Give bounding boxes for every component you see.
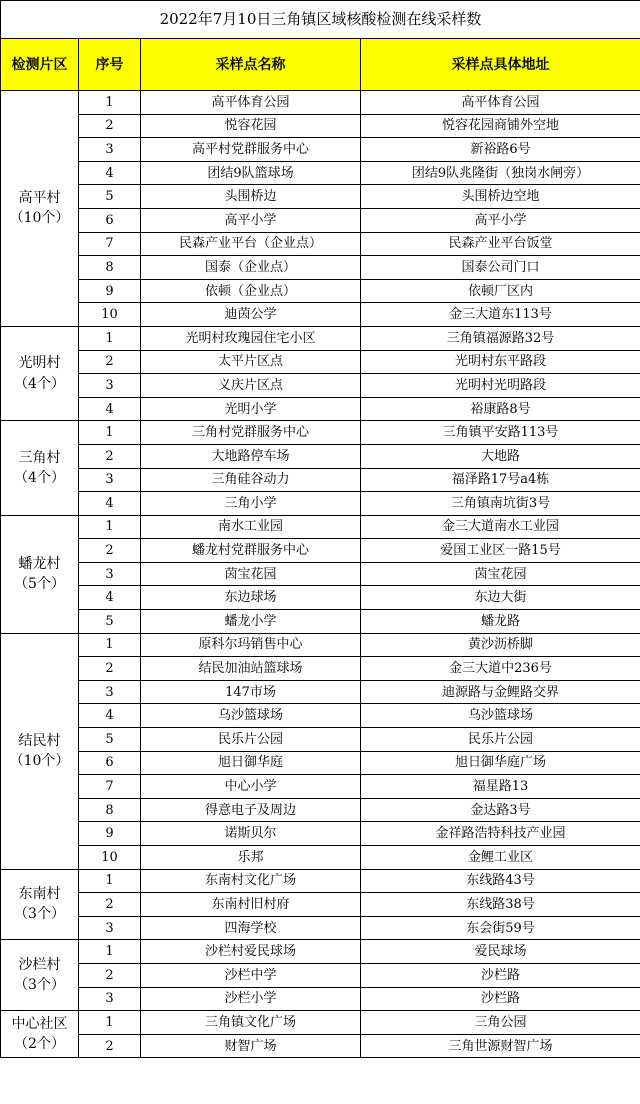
village-name: 高平村 — [18, 190, 61, 207]
table-row — [1, 114, 640, 138]
site-address: 东会街59号 — [361, 916, 640, 940]
table-row — [1, 846, 640, 870]
site-address: 乌沙篮球场 — [361, 704, 640, 728]
village-site-count: （5个） — [14, 576, 65, 593]
site-address: 头围桥边空地 — [361, 185, 640, 209]
village-site-count: （2个） — [14, 1036, 65, 1053]
site-address: 福星路13 — [361, 775, 640, 799]
table-title: 2022年7月10日三角镇区域核酸检测在线采样数 — [1, 1, 640, 39]
site-name: 沙栏村爱民球场 — [141, 940, 361, 964]
site-number: 4 — [79, 704, 141, 728]
site-address: 三角公园 — [361, 1011, 640, 1035]
site-address: 大地路 — [361, 444, 640, 468]
site-address: 东线路38号 — [361, 893, 640, 917]
table-row — [1, 515, 640, 539]
table-row — [1, 963, 640, 987]
site-number: 2 — [79, 539, 141, 563]
site-name: 大地路停车场 — [141, 444, 361, 468]
village-name: 光明村 — [18, 355, 61, 372]
site-address: 蟠龙路 — [361, 610, 640, 634]
table-row — [1, 940, 640, 964]
table-row — [1, 232, 640, 256]
site-address: 金三大道中236号 — [361, 657, 640, 681]
site-name: 东南村文化广场 — [141, 869, 361, 893]
site-number: 4 — [79, 586, 141, 610]
table-row — [1, 822, 640, 846]
area-cell — [1, 633, 79, 869]
table-row — [1, 1034, 640, 1058]
site-name: 得意电子及周边 — [141, 798, 361, 822]
table-row — [1, 893, 640, 917]
village-name: 中心社区 — [11, 1015, 68, 1032]
site-name: 财智广场 — [141, 1034, 361, 1058]
site-address: 迪源路与金鲤路交界 — [361, 680, 640, 704]
site-name: 迪茵公学 — [141, 303, 361, 327]
site-number: 1 — [79, 869, 141, 893]
site-name: 民乐片公园 — [141, 728, 361, 752]
header-number: 序号 — [79, 39, 141, 91]
site-name: 蟠龙小学 — [141, 610, 361, 634]
area-cell — [1, 421, 79, 515]
site-number: 3 — [79, 680, 141, 704]
site-address: 裕康路8号 — [361, 397, 640, 421]
site-name: 团结9队篮球场 — [141, 161, 361, 185]
site-address: 团结9队兆隆街（独岗水闸旁） — [361, 161, 640, 185]
village-site-count: （4个） — [14, 470, 65, 486]
site-address: 新裕路6号 — [361, 138, 640, 162]
site-number: 6 — [79, 751, 141, 775]
table-row — [1, 421, 640, 445]
village-site-count: （10个） — [9, 210, 70, 227]
village-site-count: （3个） — [14, 977, 65, 994]
site-address: 高平体育公园 — [361, 91, 640, 115]
table-row — [1, 350, 640, 374]
table-row — [1, 657, 640, 681]
site-address: 三角镇平安路113号 — [361, 421, 640, 445]
table-row — [1, 633, 640, 657]
site-address: 旭日御华庭广场 — [361, 751, 640, 775]
site-name: 义庆片区点 — [141, 374, 361, 398]
table-row — [1, 704, 640, 728]
site-address: 金达路3号 — [361, 798, 640, 822]
site-address: 三角镇南坑街3号 — [361, 492, 640, 516]
village-name: 沙栏村 — [18, 956, 61, 973]
site-address: 爱国工业区一路15号 — [361, 539, 640, 563]
village-name: 东南村 — [18, 886, 61, 903]
table-row — [1, 610, 640, 634]
village-name: 蟠龙村 — [18, 555, 61, 572]
table-row — [1, 303, 640, 327]
header-site-address: 采样点具体地址 — [361, 39, 640, 91]
table-row — [1, 586, 640, 610]
site-number: 2 — [79, 657, 141, 681]
site-number: 1 — [79, 326, 141, 350]
site-address: 沙栏路 — [361, 963, 640, 987]
site-number: 3 — [79, 374, 141, 398]
site-address: 金祥路浩特科技产业园 — [361, 822, 640, 846]
site-name: 太平片区点 — [141, 350, 361, 374]
site-name: 茵宝花园 — [141, 562, 361, 586]
site-number: 2 — [79, 1034, 141, 1058]
site-address: 依顿厂区内 — [361, 279, 640, 303]
site-number: 9 — [79, 822, 141, 846]
site-address: 东线路43号 — [361, 869, 640, 893]
table-row — [1, 869, 640, 893]
area-cell — [1, 940, 79, 1011]
site-address: 光明村东平路段 — [361, 350, 640, 374]
site-address: 黄沙沥桥脚 — [361, 633, 640, 657]
site-name: 沙栏中学 — [141, 963, 361, 987]
site-name: 南水工业园 — [141, 515, 361, 539]
site-number: 9 — [79, 279, 141, 303]
site-address: 金鲤工业区 — [361, 846, 640, 870]
site-name: 结民加油站篮球场 — [141, 657, 361, 681]
table-row — [1, 208, 640, 232]
table-row — [1, 775, 640, 799]
table-row — [1, 91, 640, 115]
site-number: 3 — [79, 562, 141, 586]
site-number: 4 — [79, 492, 141, 516]
site-name: 民森产业平台（企业点） — [141, 232, 361, 256]
site-number: 4 — [79, 397, 141, 421]
site-address: 光明村光明路段 — [361, 374, 640, 398]
site-name: 四海学校 — [141, 916, 361, 940]
site-number: 4 — [79, 161, 141, 185]
site-number: 2 — [79, 350, 141, 374]
site-name: 依顿（企业点） — [141, 279, 361, 303]
site-address: 沙栏路 — [361, 987, 640, 1011]
table-row — [1, 916, 640, 940]
site-name: 中心小学 — [141, 775, 361, 799]
table-row — [1, 161, 640, 185]
site-name: 诺斯贝尔 — [141, 822, 361, 846]
table-row — [1, 468, 640, 492]
site-name: 原科尔玛销售中心 — [141, 633, 361, 657]
site-name: 三角镇文化广场 — [141, 1011, 361, 1035]
site-address: 三角镇福源路32号 — [361, 326, 640, 350]
village-site-count: （10个） — [9, 753, 70, 770]
site-number: 2 — [79, 893, 141, 917]
site-name: 高平体育公园 — [141, 91, 361, 115]
site-number: 6 — [79, 208, 141, 232]
site-number: 5 — [79, 610, 141, 634]
table-row — [1, 680, 640, 704]
site-number: 8 — [79, 798, 141, 822]
area-cell — [1, 869, 79, 940]
table-row — [1, 1011, 640, 1035]
site-address: 东边大街 — [361, 586, 640, 610]
area-cell — [1, 91, 79, 327]
site-address: 茵宝花园 — [361, 562, 640, 586]
table-row — [1, 374, 640, 398]
site-number: 1 — [79, 940, 141, 964]
site-number: 1 — [79, 421, 141, 445]
table-row — [1, 987, 640, 1011]
table-row — [1, 444, 640, 468]
site-address: 三角世源财智广场 — [361, 1034, 640, 1058]
table-row — [1, 138, 640, 162]
site-number: 10 — [79, 846, 141, 870]
site-number: 2 — [79, 444, 141, 468]
site-address: 高平小学 — [361, 208, 640, 232]
site-name: 东南村旧村府 — [141, 893, 361, 917]
site-number: 7 — [79, 775, 141, 799]
village-site-count: （4个） — [14, 375, 65, 392]
table-row — [1, 492, 640, 516]
village-site-count: （3个） — [14, 906, 65, 923]
area-cell — [1, 1011, 79, 1058]
site-name: 高平小学 — [141, 208, 361, 232]
site-number: 1 — [79, 1011, 141, 1035]
header-area: 检测片区 — [1, 39, 79, 91]
site-name: 头围桥边 — [141, 185, 361, 209]
area-cell — [1, 326, 79, 420]
site-number: 5 — [79, 185, 141, 209]
site-name: 悦容花园 — [141, 114, 361, 138]
site-number: 1 — [79, 515, 141, 539]
site-number: 3 — [79, 916, 141, 940]
table-row — [1, 728, 640, 752]
site-name: 147市场 — [141, 680, 361, 704]
site-number: 2 — [79, 114, 141, 138]
site-name: 光明村玫瑰园住宅小区 — [141, 326, 361, 350]
table-row — [1, 326, 640, 350]
table-body — [1, 91, 640, 1058]
site-address: 民森产业平台饭堂 — [361, 232, 640, 256]
village-name: 三角村 — [18, 449, 61, 466]
site-number: 10 — [79, 303, 141, 327]
site-number: 5 — [79, 728, 141, 752]
site-name: 国泰（企业点） — [141, 256, 361, 280]
site-address: 金三大道东113号 — [361, 303, 640, 327]
site-number: 3 — [79, 987, 141, 1011]
village-name: 结民村 — [18, 732, 61, 749]
site-name: 三角小学 — [141, 492, 361, 516]
site-address: 民乐片公园 — [361, 728, 640, 752]
site-name: 沙栏小学 — [141, 987, 361, 1011]
site-name: 东边球场 — [141, 586, 361, 610]
site-number: 8 — [79, 256, 141, 280]
site-name: 光明小学 — [141, 397, 361, 421]
table-row — [1, 562, 640, 586]
site-address: 爱民球场 — [361, 940, 640, 964]
table-row — [1, 279, 640, 303]
header-site-name: 采样点名称 — [141, 39, 361, 91]
site-address: 金三大道南水工业园 — [361, 515, 640, 539]
site-number: 3 — [79, 468, 141, 492]
site-number: 3 — [79, 138, 141, 162]
site-address: 悦容花园商铺外空地 — [361, 114, 640, 138]
site-name: 三角硅谷动力 — [141, 468, 361, 492]
site-number: 1 — [79, 91, 141, 115]
site-number: 1 — [79, 633, 141, 657]
area-cell — [1, 515, 79, 633]
site-name: 旭日御华庭 — [141, 751, 361, 775]
table-row — [1, 539, 640, 563]
site-number: 7 — [79, 232, 141, 256]
table-row — [1, 185, 640, 209]
table-row — [1, 798, 640, 822]
table-row — [1, 256, 640, 280]
table-row — [1, 751, 640, 775]
site-name: 乐邦 — [141, 846, 361, 870]
site-address: 福泽路17号a4栋 — [361, 468, 640, 492]
table-row — [1, 397, 640, 421]
site-number: 2 — [79, 963, 141, 987]
site-name: 高平村党群服务中心 — [141, 138, 361, 162]
site-address: 国泰公司门口 — [361, 256, 640, 280]
site-name: 三角村党群服务中心 — [141, 421, 361, 445]
site-name: 蟠龙村党群服务中心 — [141, 539, 361, 563]
site-name: 乌沙篮球场 — [141, 704, 361, 728]
